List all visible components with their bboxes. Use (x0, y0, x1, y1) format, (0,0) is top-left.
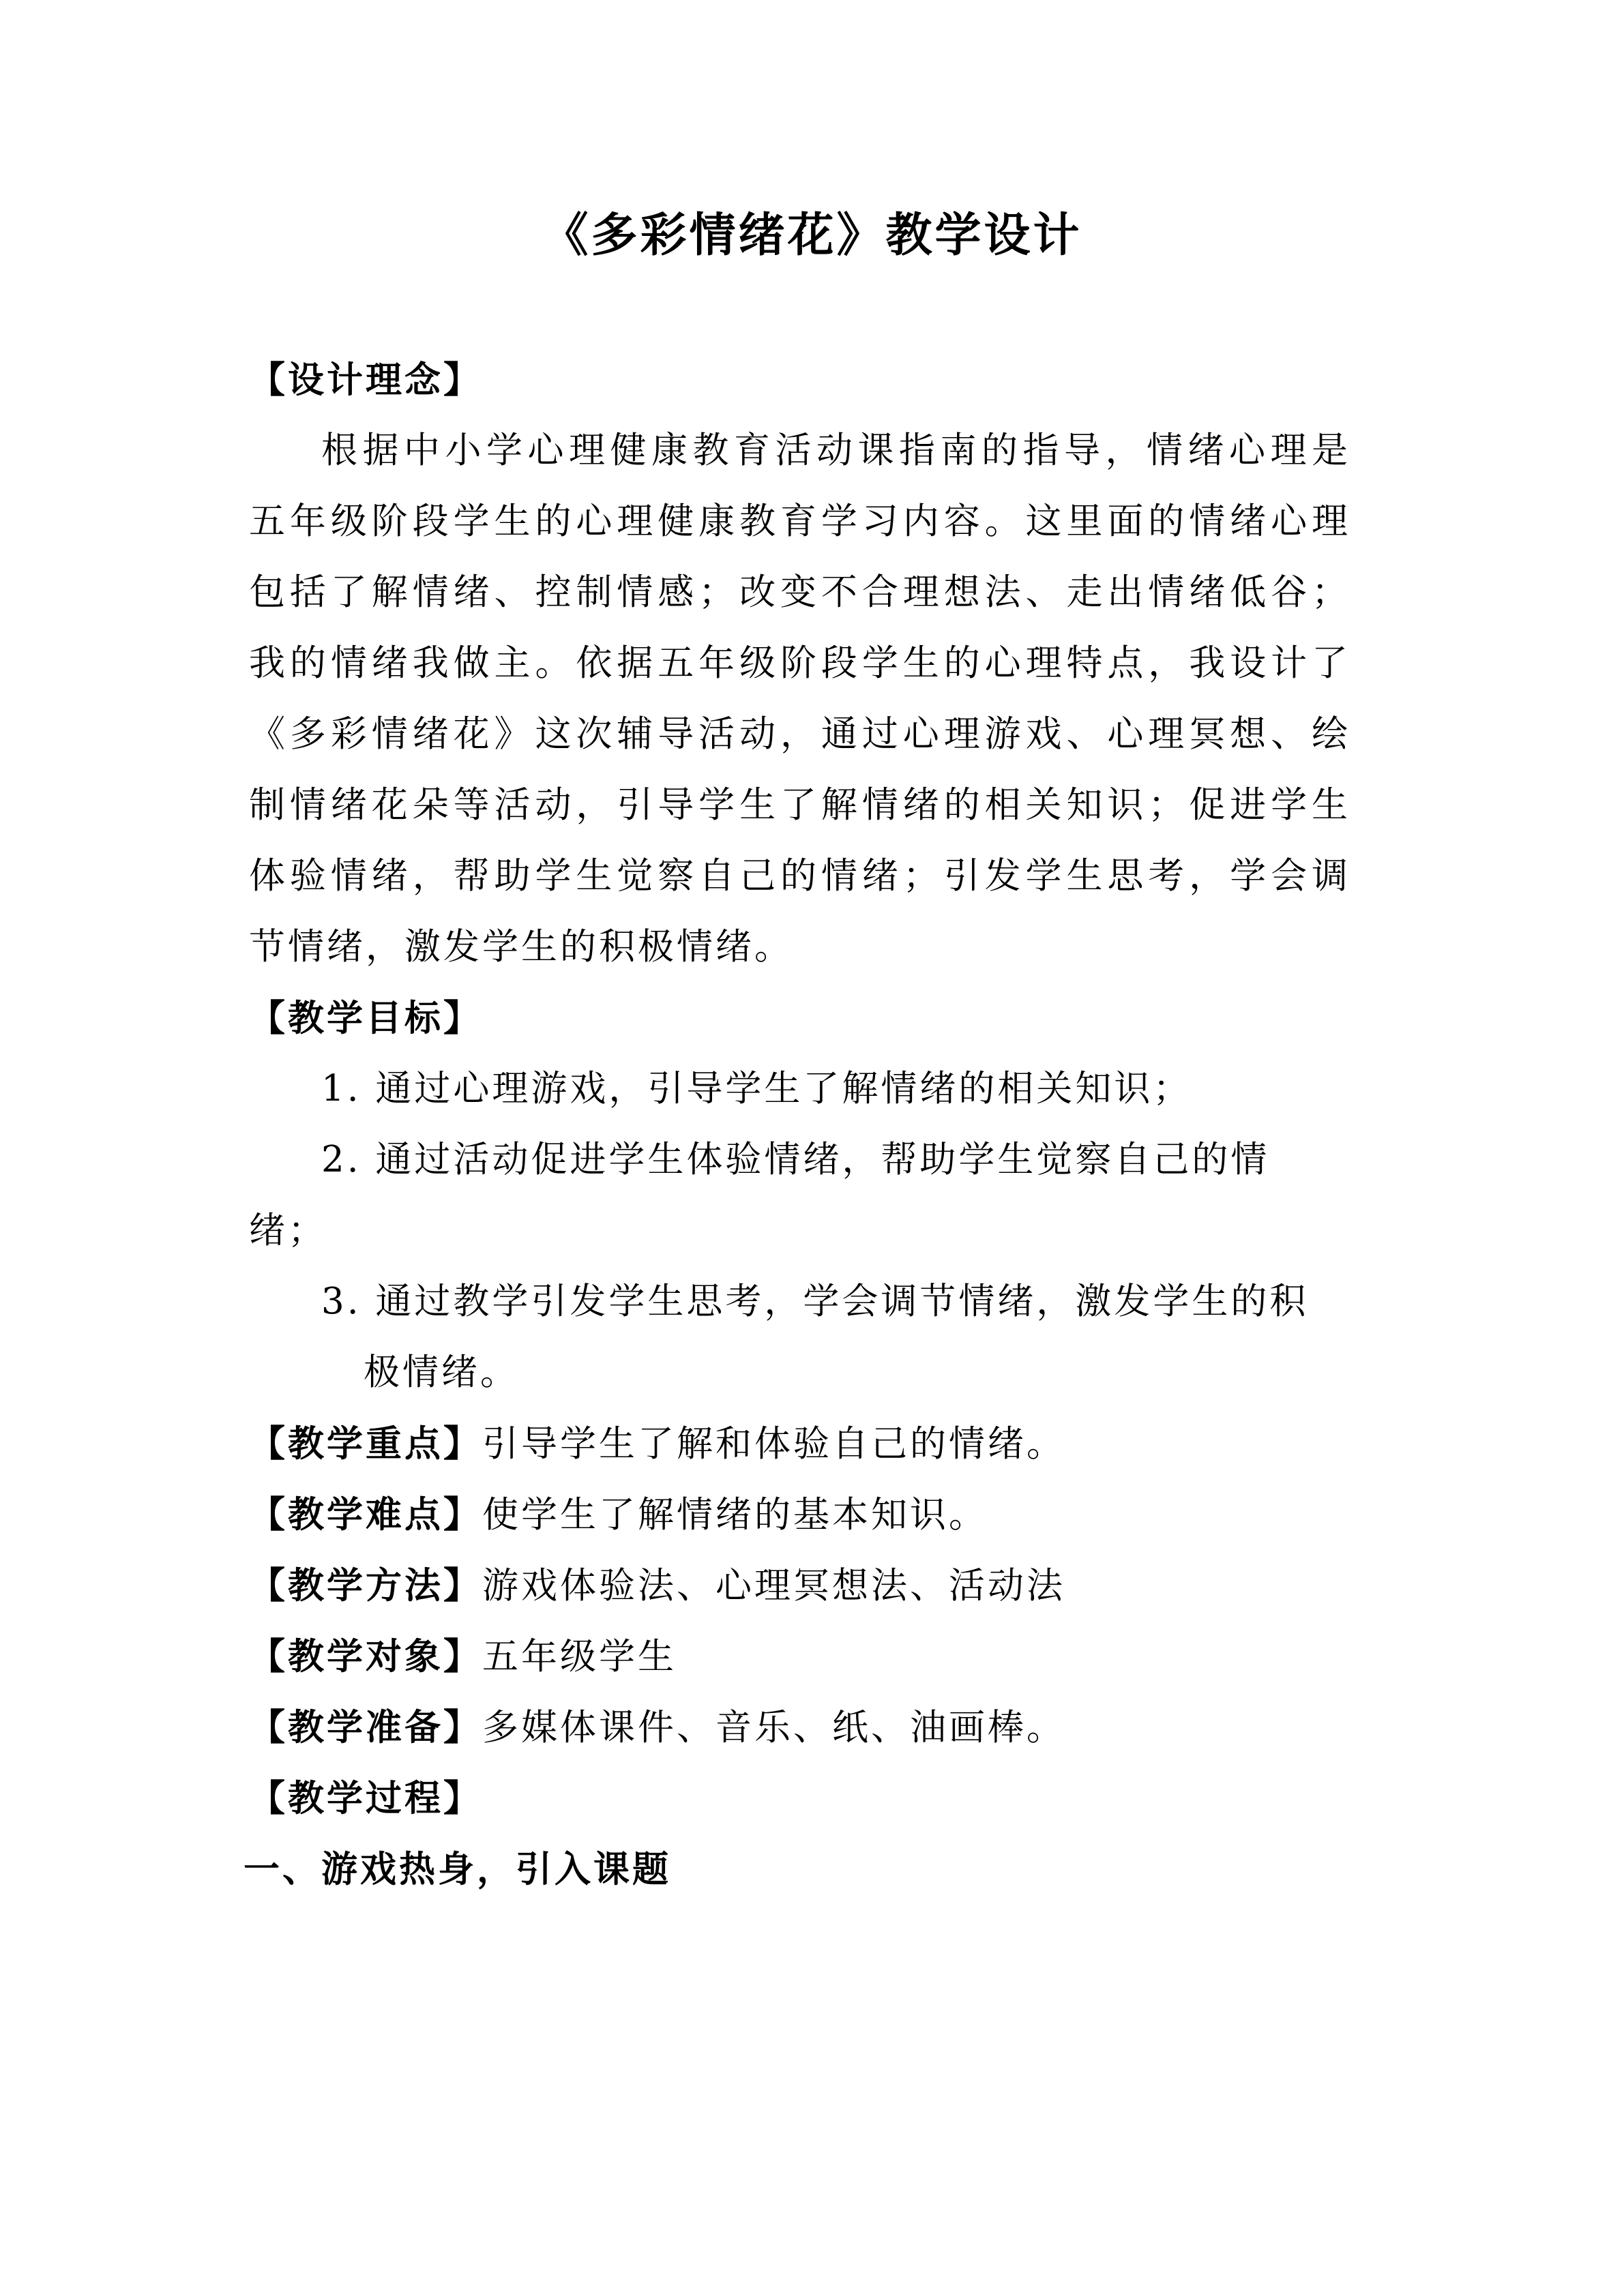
process-heading: 【教学过程】 (249, 1777, 482, 1819)
field-value: 多媒体课件、音乐、纸、油画棒。 (482, 1707, 1065, 1748)
field-label: 【教学方法】 (249, 1564, 482, 1607)
objective-item-3: 3. 通过教学引发学生思考，学会调节情绪，激发学生的积 (321, 1281, 1309, 1322)
objective-item-3-continued: 极情绪。 (364, 1352, 519, 1393)
field-label: 【教学对象】 (249, 1635, 482, 1678)
objective-item-1: 1. 通过心理游戏，引导学生了解情绪的相关知识； (321, 1068, 1192, 1109)
field-label: 【教学准备】 (249, 1706, 482, 1748)
field-method (249, 1550, 1350, 1621)
objectives-heading: 【教学目标】 (249, 997, 482, 1039)
paragraph-line: 体验情绪，帮助学生觉察自己的情绪；引发学生思考，学会调 (249, 855, 1350, 897)
objective-item-2-continued: 绪； (249, 1210, 327, 1251)
paragraph-line: 制情绪花朵等活动，引导学生了解情绪的相关知识；促进学生 (249, 784, 1350, 826)
paragraph-line: 我的情绪我做主。依据五年级阶段学生的心理特点，我设计了 (249, 642, 1350, 684)
field-value: 游戏体验法、心理冥想法、活动法 (482, 1565, 1065, 1607)
process-section-1: 一、游戏热身，引入课题 (243, 1848, 671, 1890)
document-body (243, 344, 1350, 1905)
design-concept-heading: 【设计理念】 (249, 359, 482, 401)
field-preparation (249, 1692, 1350, 1763)
field-value: 五年级学生 (482, 1636, 677, 1678)
paragraph-line: 根据中小学心理健康教育活动课指南的指导，情绪心理是 (321, 430, 1350, 471)
paragraph-line: 《多彩情绪花》这次辅导活动，通过心理游戏、心理冥想、绘 (249, 713, 1350, 755)
field-label: 【教学难点】 (249, 1493, 482, 1536)
field-value: 引导学生了解和体验自己的情绪。 (482, 1423, 1065, 1465)
paragraph-line: 节情绪，激发学生的积极情绪。 (249, 926, 793, 968)
paragraph-line: 包括了解情绪、控制情感；改变不合理想法、走出情绪低谷； (249, 571, 1350, 613)
field-label: 【教学重点】 (249, 1422, 482, 1465)
objective-item-2: 2. 通过活动促进学生体验情绪，帮助学生觉察自己的情 (321, 1139, 1270, 1180)
objectives-list (249, 1054, 1350, 1408)
field-key-point (249, 1408, 1350, 1479)
paragraph-line: 五年级阶段学生的心理健康教育学习内容。这里面的情绪心理 (249, 501, 1350, 542)
document-title: 《多彩情绪花》教学设计 (542, 208, 1082, 263)
field-audience (249, 1621, 1350, 1692)
design-concept-paragraph (249, 415, 1350, 983)
field-value: 使学生了解情绪的基本知识。 (482, 1494, 988, 1536)
field-difficulty (249, 1479, 1350, 1550)
